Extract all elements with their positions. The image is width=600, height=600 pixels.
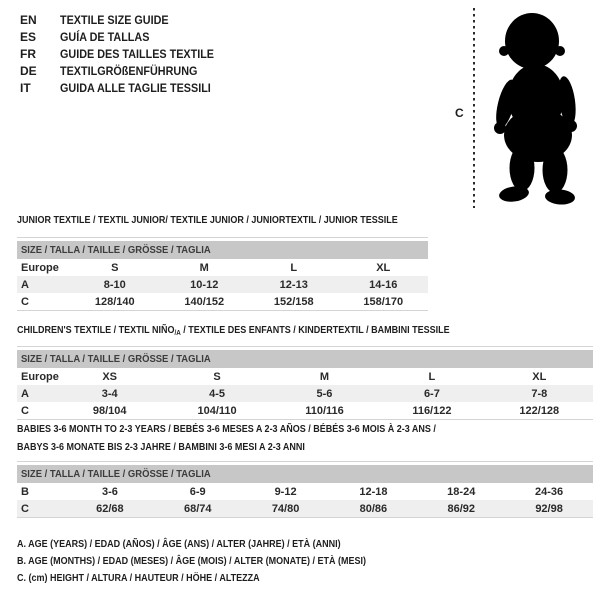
age-cell: 4-5 xyxy=(209,387,226,400)
language-title: GUIDA ALLE TAGLIE TESSILI xyxy=(60,81,211,95)
size-header-bar: SIZE / TALLA / TAILLE / GRÖSSE / TAGLIA xyxy=(17,465,593,483)
language-code: EN xyxy=(20,13,37,27)
size-header-bar: SIZE / TALLA / TAILLE / GRÖSSE / TAGLIA xyxy=(17,241,428,259)
height-cell: 86/92 xyxy=(447,502,475,515)
size-cell: XL xyxy=(376,261,391,274)
table-row xyxy=(17,293,428,310)
title-subscript: /A xyxy=(174,330,181,337)
height-cell: 116/122 xyxy=(412,404,452,417)
table-row xyxy=(17,402,593,419)
row-label: A xyxy=(21,387,29,400)
size-header-bar: SIZE / TALLA / TAILLE / GRÖSSE / TAGLIA xyxy=(17,350,593,368)
age-cell: 9-12 xyxy=(274,485,297,498)
height-cell: 140/152 xyxy=(184,295,225,308)
age-cell: 12-18 xyxy=(359,485,388,498)
height-cell: 68/74 xyxy=(183,502,212,515)
height-cell: 104/110 xyxy=(197,404,237,417)
children-size-table xyxy=(17,346,593,420)
table-top-rule xyxy=(17,346,593,347)
language-title: GUÍA DE TALLAS xyxy=(60,30,150,44)
row-label: B xyxy=(21,485,29,498)
height-measure-label: C xyxy=(455,106,464,120)
language-code: IT xyxy=(20,81,31,95)
note-age-months: B. AGE (MONTHS) / EDAD (MESES) / ÂGE (MOIS) / ALTER (MONATE) / ETÀ (MESI) xyxy=(17,556,366,567)
row-label: A xyxy=(21,278,29,291)
table-bottom-rule xyxy=(17,419,593,420)
children-section-title: CHILDREN'S TEXTILE / TEXTIL $NIÑO_{/A}$ / TEXTILE DES ENFANTS / KINDERTEXTIL / BAMBINI TESSILE xyxy=(17,325,450,337)
size-cell: S xyxy=(111,261,119,274)
table-row xyxy=(17,385,593,402)
height-cell: 110/116 xyxy=(305,404,344,417)
height-cell: 74/80 xyxy=(271,502,300,515)
row-label: Europe xyxy=(21,370,59,383)
age-cell: 12-13 xyxy=(279,278,308,291)
language-code: FR xyxy=(20,47,36,61)
legend-notes xyxy=(17,536,405,587)
language-row-it xyxy=(20,80,231,97)
table-bottom-rule xyxy=(17,310,428,311)
age-cell: 14-16 xyxy=(369,278,398,291)
height-cell: 122/128 xyxy=(519,404,560,417)
language-title: GUIDE DES TAILLES TEXTILE xyxy=(60,47,215,61)
table-row xyxy=(17,368,593,385)
junior-size-table xyxy=(17,237,428,311)
table-bottom-rule xyxy=(17,517,593,518)
age-cell: 24-36 xyxy=(535,485,564,498)
language-title: TEXTILE SIZE GUIDE xyxy=(60,13,169,27)
size-cell: S xyxy=(213,370,221,383)
age-cell: 5-6 xyxy=(316,387,333,400)
language-title: TEXTILGRÖßENFÜHRUNG xyxy=(60,64,198,78)
height-cell: 158/170 xyxy=(363,295,404,308)
size-cell: XL xyxy=(532,370,547,383)
row-label: C xyxy=(21,502,29,515)
size-cell: L xyxy=(290,261,298,274)
baby-silhouette-icon xyxy=(478,8,598,210)
height-cell: 62/68 xyxy=(96,502,124,515)
age-cell: 7-8 xyxy=(531,387,548,400)
table-row xyxy=(17,500,593,517)
language-row-es xyxy=(20,29,231,46)
age-cell: 6-9 xyxy=(189,485,206,498)
height-measure-line xyxy=(472,8,476,208)
age-cell: 3-4 xyxy=(101,387,118,400)
height-cell: 152/158 xyxy=(273,295,314,308)
row-label: C xyxy=(21,295,29,308)
language-title-list xyxy=(20,12,231,97)
junior-section-title: JUNIOR TEXTILE / TEXTIL JUNIOR/ TEXTILE JUNIOR / JUNIORTEXTIL / JUNIOR TESSILE xyxy=(17,215,398,226)
height-cell: 80/86 xyxy=(359,502,388,515)
table-row xyxy=(17,276,428,293)
size-cell: L xyxy=(428,370,436,383)
row-label: C xyxy=(21,404,29,417)
height-cell: 92/98 xyxy=(535,502,563,515)
size-cell: XS xyxy=(102,370,118,383)
language-code: ES xyxy=(20,30,37,44)
height-cell: 98/104 xyxy=(92,404,127,417)
age-cell: 3-6 xyxy=(101,485,118,498)
babies-size-table xyxy=(17,461,593,518)
size-cell: M xyxy=(319,370,330,383)
row-label: Europe xyxy=(21,261,59,274)
note-age-years: A. AGE (YEARS) / EDAD (AÑOS) / ÂGE (ANS) / ALTER (JAHRE) / ETÀ (ANNI) xyxy=(17,539,341,550)
age-cell: 18-24 xyxy=(447,485,476,498)
language-row-en xyxy=(20,12,231,29)
age-cell: 6-7 xyxy=(423,387,440,400)
language-row-de xyxy=(20,63,231,80)
language-code: DE xyxy=(20,64,37,78)
table-top-rule xyxy=(17,237,428,238)
table-row xyxy=(17,483,593,500)
size-cell: M xyxy=(199,261,209,274)
language-row-fr xyxy=(20,46,231,63)
age-cell: 10-12 xyxy=(190,278,219,291)
table-top-rule xyxy=(17,461,593,462)
note-height-cm: C. (cm) HEIGHT / ALTURA / HAUTEUR / HÖHE / ALTEZZA xyxy=(17,573,260,584)
babies-section-title: BABIES 3-6 MONTH TO 2-3 YEARS / BEBÉS 3-6 MESES A 2-3 AÑOS / BÉBÉS 3-6 MOIS À 2-3 ANS / BABYS 3-6 MONATE BIS 2-3 JAHRE / BAMBINI 3-6 MESI A 2-3 ANNI xyxy=(17,424,436,453)
age-cell: 8-10 xyxy=(103,278,126,291)
height-cell: 128/140 xyxy=(94,295,135,308)
table-row xyxy=(17,259,428,276)
